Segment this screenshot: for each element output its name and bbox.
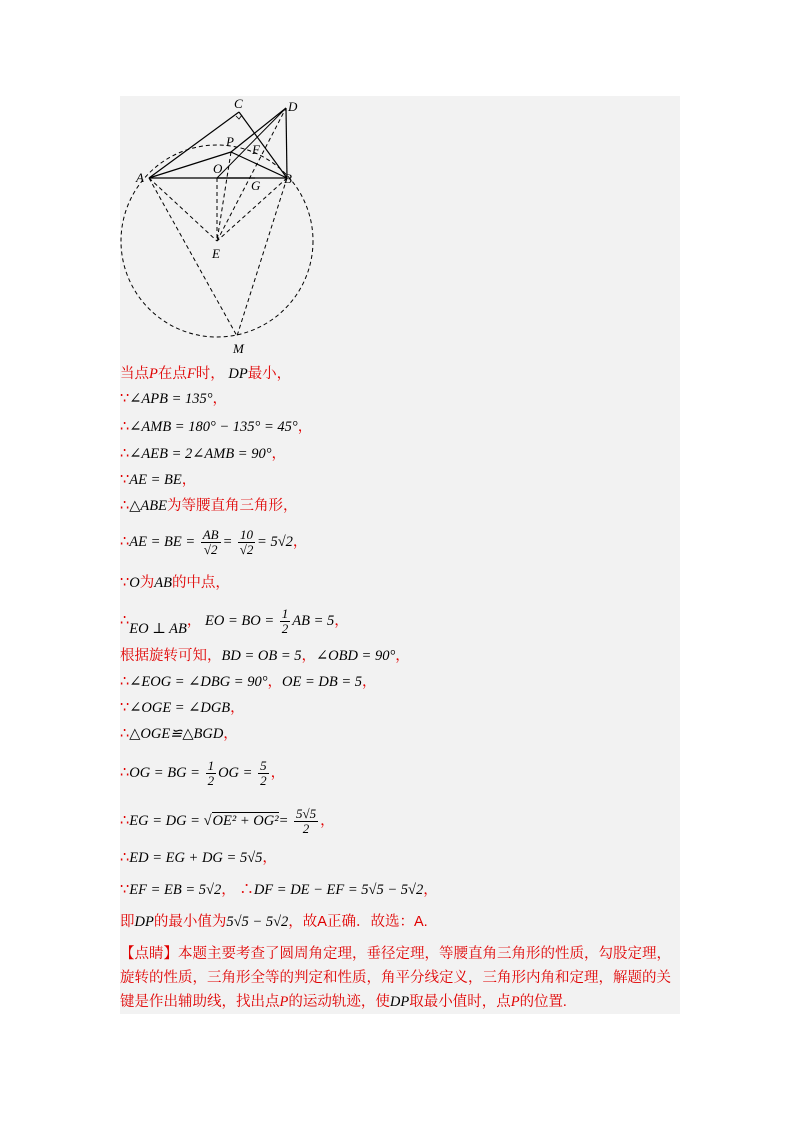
segment-bm (237, 178, 287, 336)
line-9: ∴EO ⊥ AB， EO = BO = $\frac{1}{2}$ AB = 5， (120, 606, 349, 637)
solution-panel (120, 96, 680, 1014)
segment-ae (149, 178, 217, 241)
segment-cb (239, 112, 287, 178)
line-10: 根据旋转可知，BD = OB = 5，∠OBD = 90°， (120, 648, 410, 664)
line-5: ∵AE = BE， (120, 472, 197, 488)
label-e: E (212, 246, 220, 261)
line-3: ∴∠AMB = 180° − 135° = 45°， (120, 419, 313, 435)
comment-tag: 【点睛】 (120, 946, 178, 962)
label-f: F (252, 142, 260, 157)
line-12: ∵∠OGE = ∠DGB， (120, 700, 245, 716)
line-4: ∴∠AEB = 2∠AMB = 90°， (120, 446, 287, 462)
line-17: ∵EF = EB = 5√2， ∴DF = DE − EF = 5√5 − 5√2， (120, 882, 438, 898)
geometry-figure (120, 96, 680, 361)
line-16: ∴ED = EG + DG = 5√5， (120, 850, 277, 866)
line-6: ∴△ABE为等腰直角三角形， (120, 498, 298, 514)
line-14: ∴OG = BG = $\frac{1}{2}$ OG = $\frac{5}{2}$ ， (120, 758, 286, 789)
label-b: B (284, 171, 292, 186)
segment-bd (286, 108, 287, 178)
line-18: 即DP的最小值为5√5 − 5√2，故A正确．故选：A. (120, 914, 428, 930)
label-g: G (251, 178, 261, 193)
label-a: A (136, 170, 144, 185)
line-2: ∵∠APB = 135°， (120, 391, 228, 407)
line-11: ∴∠EOG = ∠DBG = 90°，OE = DB = 5， (120, 674, 377, 690)
line-15: ∴EG = DG = √OE² + OG²= $\frac{5√5}{2}$ ， (120, 806, 335, 837)
comment-paragraph: 【点睛】本题主要考查了圆周角定理，垂径定理，等腰直角三角形的性质，勾股定理，旋转的性质，三角形全等的判定和性质，角平分线定义，三角形内角和定理，解题的关键是作出辅助线，找出点P的运动轨迹，使DP取最小值时，点P的位置. (120, 946, 671, 1010)
line-8: ∵O为AB的中点， (120, 575, 230, 591)
label-o: O (213, 161, 223, 176)
label-p: P (226, 134, 234, 149)
line-1: 当点P在点F时， DP最小， (120, 366, 292, 382)
label-d: D (288, 99, 298, 114)
line-13: ∴△OGE≌△BGD， (120, 726, 238, 742)
segment-am (149, 178, 237, 336)
line-7: ∴AE = BE = $\frac{AB}{√2}$ = $\frac{10}{√2}$ = 5√2， (120, 527, 308, 558)
label-c: C (234, 96, 243, 111)
label-m: M (233, 341, 244, 356)
